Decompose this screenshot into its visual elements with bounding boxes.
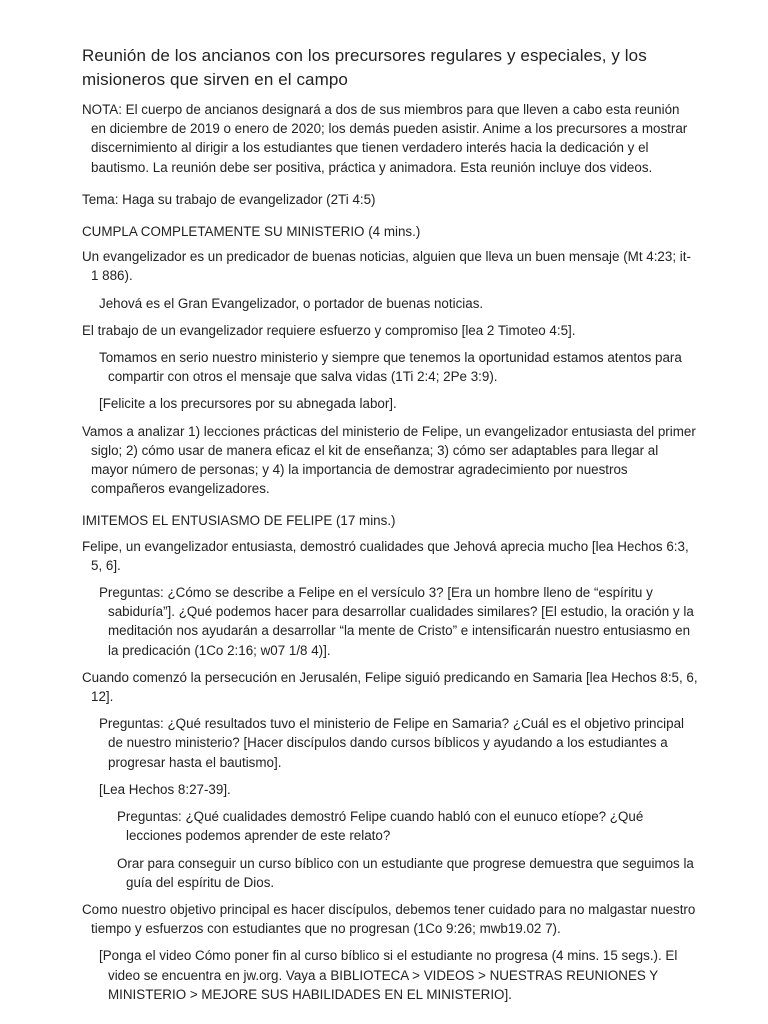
section-heading-felipe: IMITEMOS EL ENTUSIASMO DE FELIPE (17 mins.) xyxy=(82,513,396,529)
paragraph: Cuando comenzó la persecución en Jerusalén, Felipe siguió predicando en Samaria [lea Hechos 8:5, 6, 12]. xyxy=(82,669,698,705)
sub-paragraph: [Ponga el video Cómo poner fin al curso bíblico si el estudiante no progresa (4 mins. 15 segs.). El video se encuentra en jw.org. Vaya a BIBLIOTECA > VIDEOS > NUESTRAS REUNIONES Y MINISTERIO > MEJORE SUS HABILIDADES EN EL MINISTERIO]. xyxy=(99,948,678,1002)
tema-line: Tema: Haga su trabajo de evangelizador (2Ti 4:5) xyxy=(82,191,376,207)
paragraph: Vamos a analizar 1) lecciones prácticas del ministerio de Felipe, un evangelizador entusiasta del primer siglo; 2) cómo usar de manera eficaz el kit de enseñanza; 3) cómo ser adaptables para llegar al mayor número de personas; y 4) la importancia de demostrar agradecimiento por nuestros compañeros evangelizadores. xyxy=(82,423,696,497)
sub-sub-paragraph: Preguntas: ¿Qué cualidades demostró Felipe cuando habló con el eunuco etíope? ¿Qué lecciones podemos aprender de este relato? xyxy=(117,809,644,844)
page-title: Reunión de los ancianos con los precursores regulares y especiales, y los misioneros que sirven en el campo xyxy=(82,46,647,89)
paragraph: Un evangelizador es un predicador de buenas noticias, alguien que lleva un buen mensaje (Mt 4:23; it-1 886). xyxy=(82,249,691,284)
sub-paragraph: Preguntas: ¿Cómo se describe a Felipe en el versículo 3? [Era un hombre lleno de “espíritu y sabiduría”]. ¿Qué podemos hacer para desarrollar cualidades similares? [El estudio, la oración y la meditación nos ayudarán a desarrollar “la mente de Cristo” e intensificarán nuestro entusiasmo en la predicación (1Co 2:16; w07 1/8 4)]. xyxy=(99,585,694,658)
sub-paragraph: [Felicite a los precursores por su abnegada labor]. xyxy=(99,396,397,412)
sub-paragraph: Jehová es el Gran Evangelizador, o portador de buenas noticias. xyxy=(99,295,484,311)
section-heading-ministerio: CUMPLA COMPLETAMENTE SU MINISTERIO (4 mins.) xyxy=(82,224,421,240)
sub-paragraph: Preguntas: ¿Qué resultados tuvo el ministerio de Felipe en Samaria? ¿Cuál es el objetivo principal de nuestro ministerio? [Hacer discípulos dando cursos bíblicos y ayudando a los estudiantes a progresar hasta el bautismo]. xyxy=(99,716,685,770)
paragraph: El trabajo de un evangelizador requiere esfuerzo y compromiso [lea 2 Timoteo 4:5]. xyxy=(82,322,576,338)
paragraph: Felipe, un evangelizador entusiasta, demostró cualidades que Jehová aprecia mucho [lea Hechos 6:3, 5, 6]. xyxy=(82,538,689,573)
sub-sub-paragraph: Orar para conseguir un curso bíblico con un estudiante que progrese demuestra que seguimos la guía del espíritu de Dios. xyxy=(117,855,694,890)
sub-paragraph: [Lea Hechos 8:27-39]. xyxy=(99,781,231,797)
sub-paragraph: Tomamos en serio nuestro ministerio y siempre que tenemos la oportunidad estamos atentos para compartir con otros el mensaje que salva vidas (1Ti 2:4; 2Pe 3:9). xyxy=(99,350,682,385)
paragraph: Como nuestro objetivo principal es hacer discípulos, debemos tener cuidado para no malgastar nuestro tiempo y esfuerzos con estudiantes que no progresan (1Co 9:26; mwb19.02 7). xyxy=(82,901,696,937)
nota-paragraph: NOTA: El cuerpo de ancianos designará a dos de sus miembros para que lleven a cabo esta reunión en diciembre de 2019 o enero de 2020; los demás pueden asistir. Anime a los precursores a mostrar discernimiento al dirigir a los estudiantes que tienen verdadero interés hacia la dedicación y el bautismo. La reunión debe ser positiva, práctica y animadora. Esta reunión incluye dos videos. xyxy=(82,102,688,175)
